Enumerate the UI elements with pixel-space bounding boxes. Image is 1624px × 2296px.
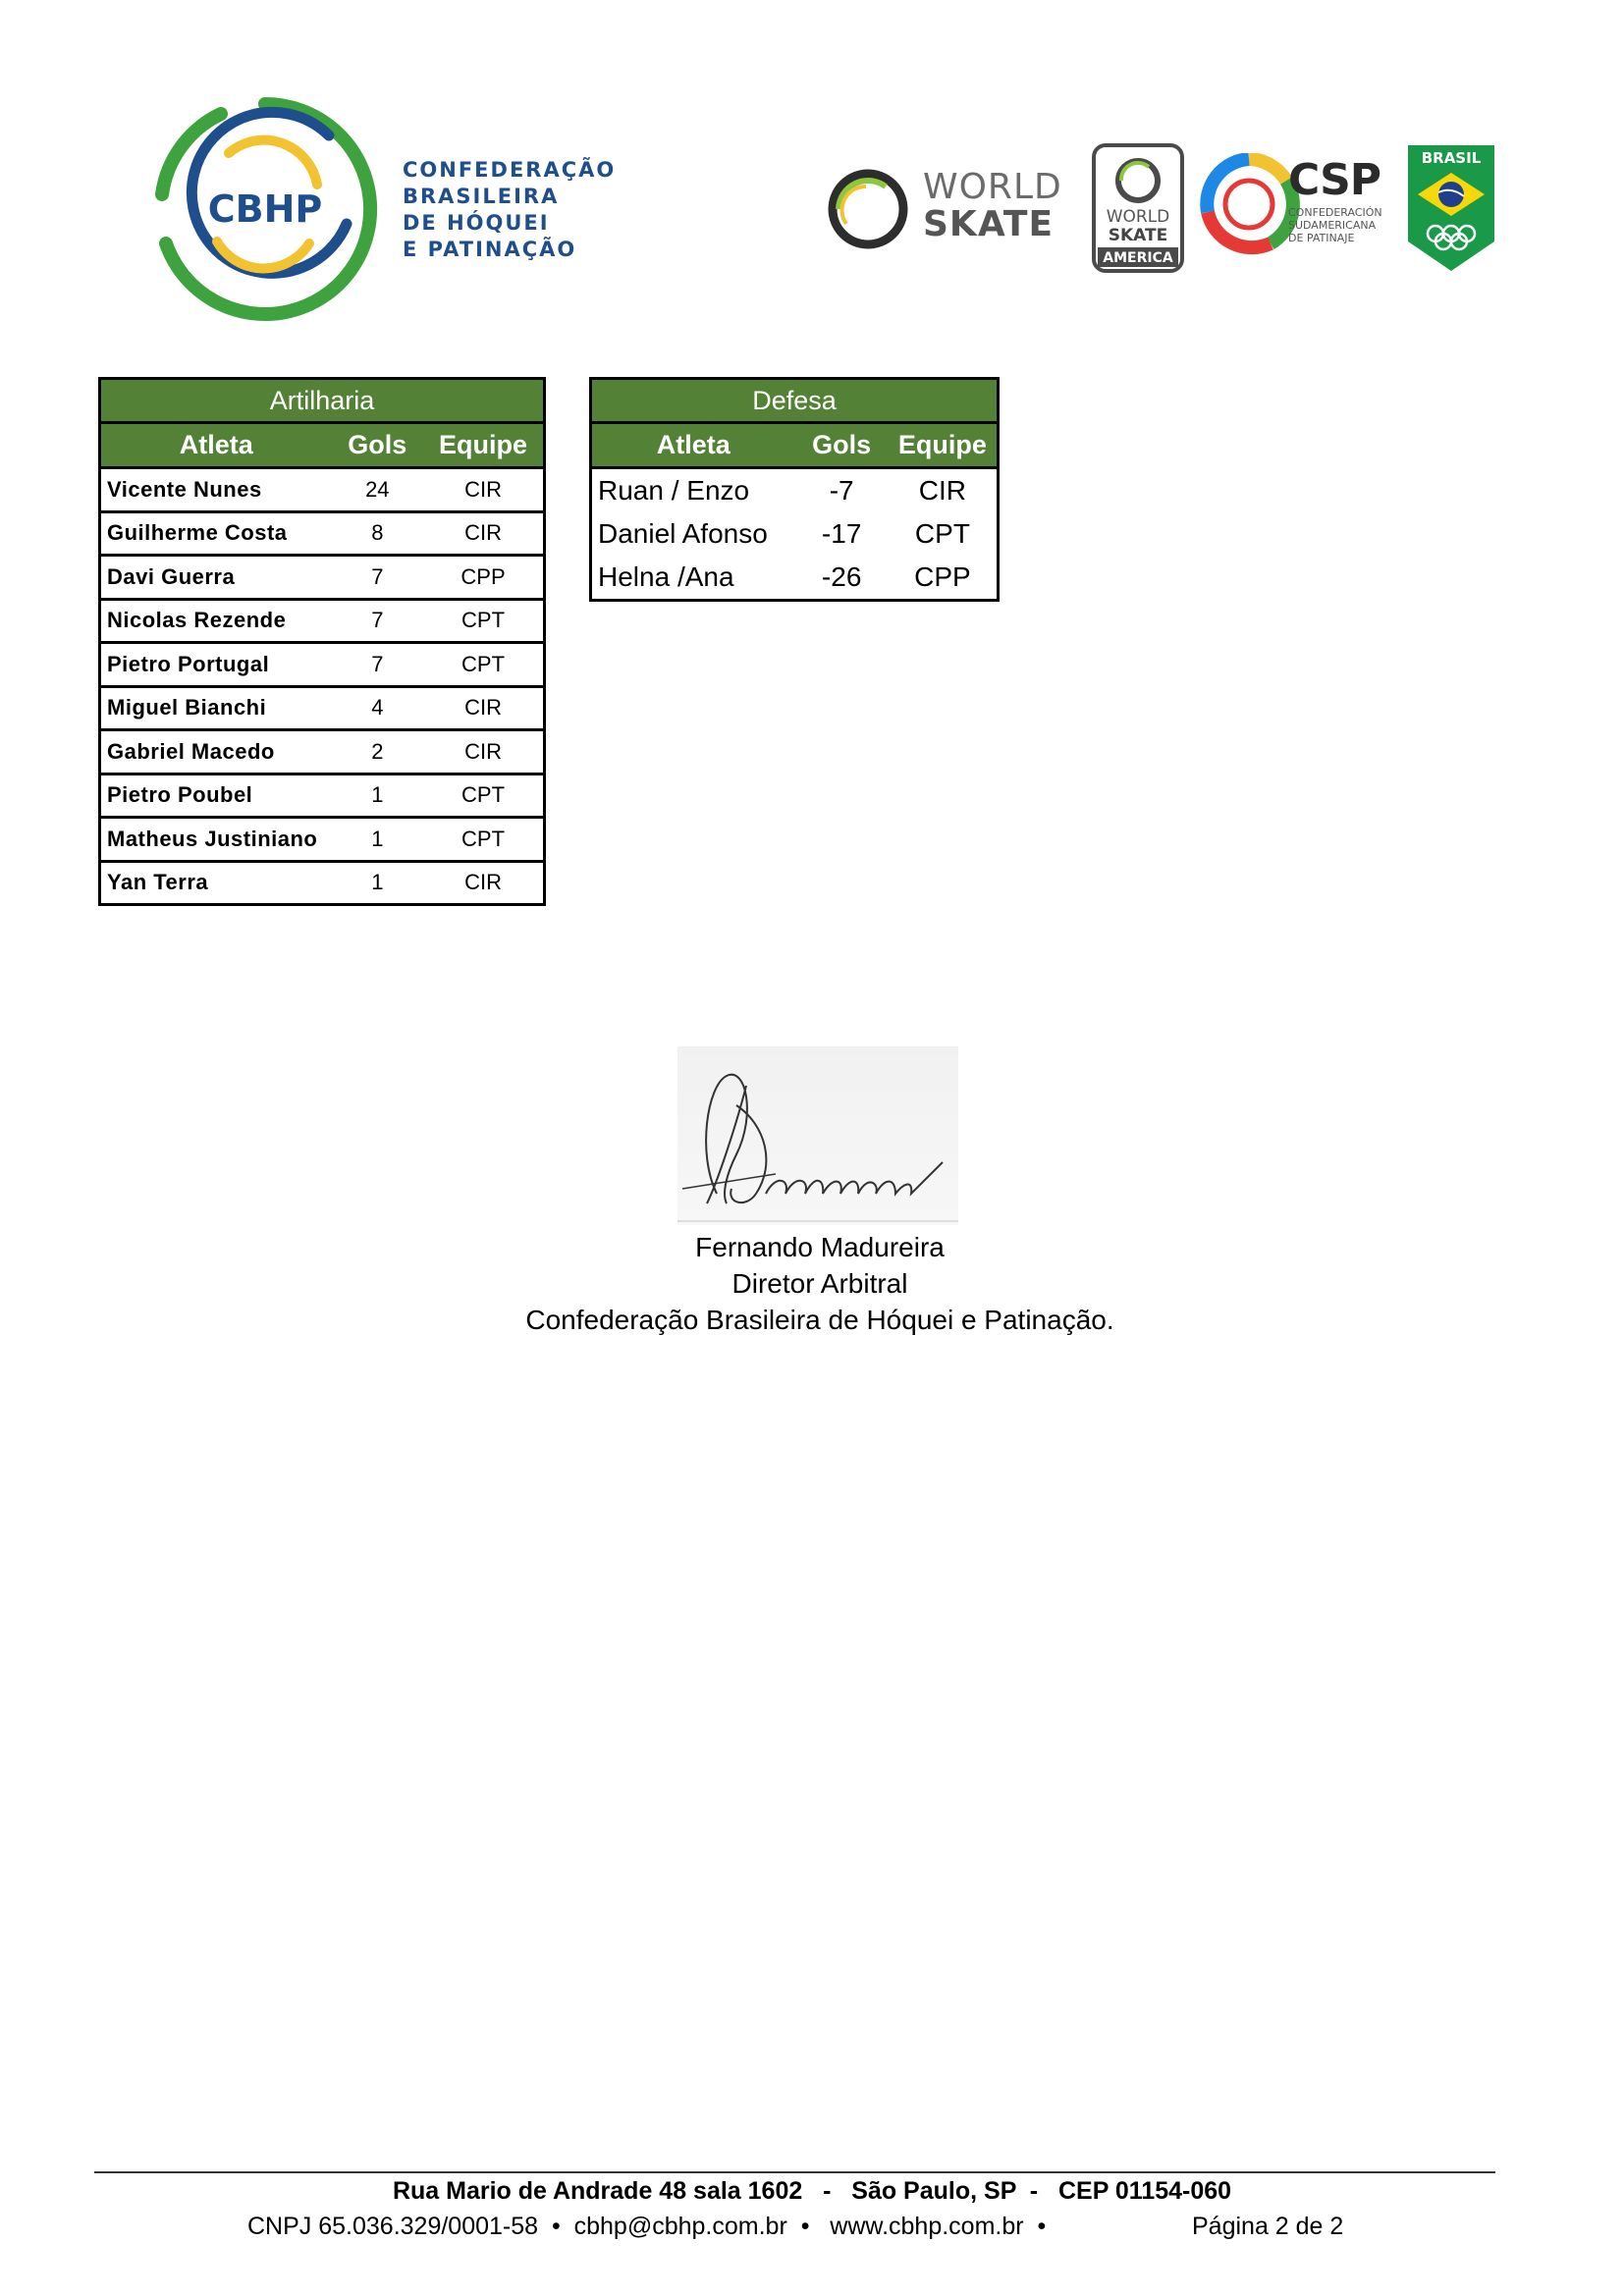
goals-value: 7 (332, 643, 423, 687)
goals-value: 1 (332, 774, 423, 818)
goals-value: 8 (332, 511, 423, 556)
athlete-name: Miguel Bianchi (100, 686, 332, 730)
column-header-atleta: Atleta (100, 423, 332, 468)
footer-website[interactable]: www.cbhp.com.br (830, 2213, 1024, 2240)
athlete-name: Gabriel Macedo (100, 730, 332, 774)
goals-value: -26 (794, 556, 888, 601)
goals-value: 7 (332, 556, 423, 600)
goals-value: 7 (332, 599, 423, 643)
goals-value: -7 (829, 475, 854, 506)
bullet-icon: • (551, 2213, 561, 2240)
column-header-equipe: Equipe (423, 423, 544, 468)
footer-address: Rua Mario de Andrade 48 sala 1602 - São Paulo, SP - CEP 01154-060 (392, 2177, 1232, 2205)
table-row (100, 643, 545, 687)
csp-sub-line: CONFEDERACIÓN (1288, 206, 1382, 219)
goals-value: 1 (332, 861, 423, 905)
bullet-icon: • (1037, 2213, 1047, 2240)
cbhp-abbr: CBHP (207, 187, 323, 231)
table-row (100, 818, 545, 862)
athlete-name: Daniel Afonso (591, 512, 795, 556)
column-header-equipe: Equipe (889, 423, 999, 468)
defesa-table (589, 377, 1000, 602)
world-skate-america-logo (1092, 143, 1184, 273)
table-row (100, 468, 545, 512)
athlete-name: Helna /Ana (591, 556, 795, 601)
team-value: CIR (423, 468, 544, 512)
team-value: CIR (423, 861, 544, 905)
table-row (591, 512, 999, 556)
team-value: CPT (423, 774, 544, 818)
table-row (591, 556, 999, 601)
team-value: CPT (423, 818, 544, 862)
defesa-title: Defesa (591, 379, 999, 423)
table-row (100, 556, 545, 600)
table-row (100, 686, 545, 730)
world-skate-ring-icon (827, 165, 915, 253)
page-number: Página 2 de 2 (1192, 2213, 1344, 2240)
world-skate-wordmark (923, 169, 1062, 243)
athlete-name: Yan Terra (100, 861, 332, 905)
column-header-gols: Gols (794, 423, 888, 468)
cbhp-name-line: E PATINAÇÃO (403, 238, 577, 261)
athlete-name: Pietro Portugal (100, 643, 332, 687)
table-row (591, 468, 999, 513)
footer-divider (94, 2171, 1495, 2173)
column-header-atleta: Atleta (591, 423, 795, 468)
brasil-label: BRASIL (1421, 149, 1482, 167)
wsa-line: SKATE (1108, 226, 1168, 245)
team-value: CPP (889, 556, 999, 601)
artilharia-title: Artilharia (100, 379, 545, 423)
signer-organization: Confederação Brasileira de Hóquei e Patinação. (525, 1305, 1114, 1335)
team-value: CPP (423, 556, 544, 600)
footer-contact (247, 2213, 1046, 2241)
signer-role: Diretor Arbitral (731, 1268, 908, 1299)
wsa-line: WORLD (1106, 207, 1170, 227)
goals-value: 2 (332, 730, 423, 774)
cbhp-name-line: CONFEDERAÇÃO (403, 158, 617, 182)
team-value: CIR (423, 511, 544, 556)
team-value: CIR (889, 468, 999, 513)
csp-subtitle (1288, 206, 1382, 244)
footer-cnpj: CNPJ 65.036.329/0001-58 (247, 2213, 539, 2240)
athlete-name: Ruan / Enzo (591, 468, 795, 513)
signature-image (677, 1046, 958, 1225)
signature-block (393, 1229, 1247, 1338)
table-row (100, 599, 545, 643)
wsa-line: AMERICA (1103, 250, 1173, 266)
team-value: CPT (889, 512, 999, 556)
athlete-name: Nicolas Rezende (100, 599, 332, 643)
athlete-name: Pietro Poubel (100, 774, 332, 818)
team-value: CPT (423, 643, 544, 687)
athlete-name: Vicente Nunes (100, 468, 332, 512)
table-row (100, 730, 545, 774)
team-value: CIR (423, 730, 544, 774)
world-skate-line: SKATE (923, 204, 1055, 244)
world-skate-line: WORLD (923, 167, 1062, 207)
csp-abbr: CSP (1288, 155, 1381, 205)
table-row (100, 511, 545, 556)
team-value: CIR (423, 686, 544, 730)
artilharia-table (98, 377, 546, 906)
team-value: CPT (423, 599, 544, 643)
goals-value: 24 (332, 468, 423, 512)
cbhp-logo (152, 96, 378, 322)
signer-name: Fernando Madureira (695, 1232, 945, 1262)
cbhp-name-line: DE HÓQUEI (403, 211, 550, 235)
table-row (100, 861, 545, 905)
athlete-name: Matheus Justiniano (100, 818, 332, 862)
athlete-name: Guilherme Costa (100, 511, 332, 556)
cbhp-full-name (403, 157, 616, 263)
brasil-olympic-logo (1406, 143, 1496, 273)
goals-value: 1 (332, 818, 423, 862)
athlete-name: Davi Guerra (100, 556, 332, 600)
cbhp-name-line: BRASILEIRA (403, 185, 560, 208)
csp-sub-line: SUDAMERICANA (1288, 219, 1377, 232)
goals-value: -17 (821, 518, 862, 549)
goals-value: 4 (332, 686, 423, 730)
column-header-gols: Gols (332, 423, 423, 468)
footer-email[interactable]: cbhp@cbhp.com.br (573, 2213, 787, 2240)
table-row (100, 774, 545, 818)
csp-sub-line: DE PATINAJE (1288, 232, 1355, 244)
bullet-icon: • (800, 2213, 810, 2240)
